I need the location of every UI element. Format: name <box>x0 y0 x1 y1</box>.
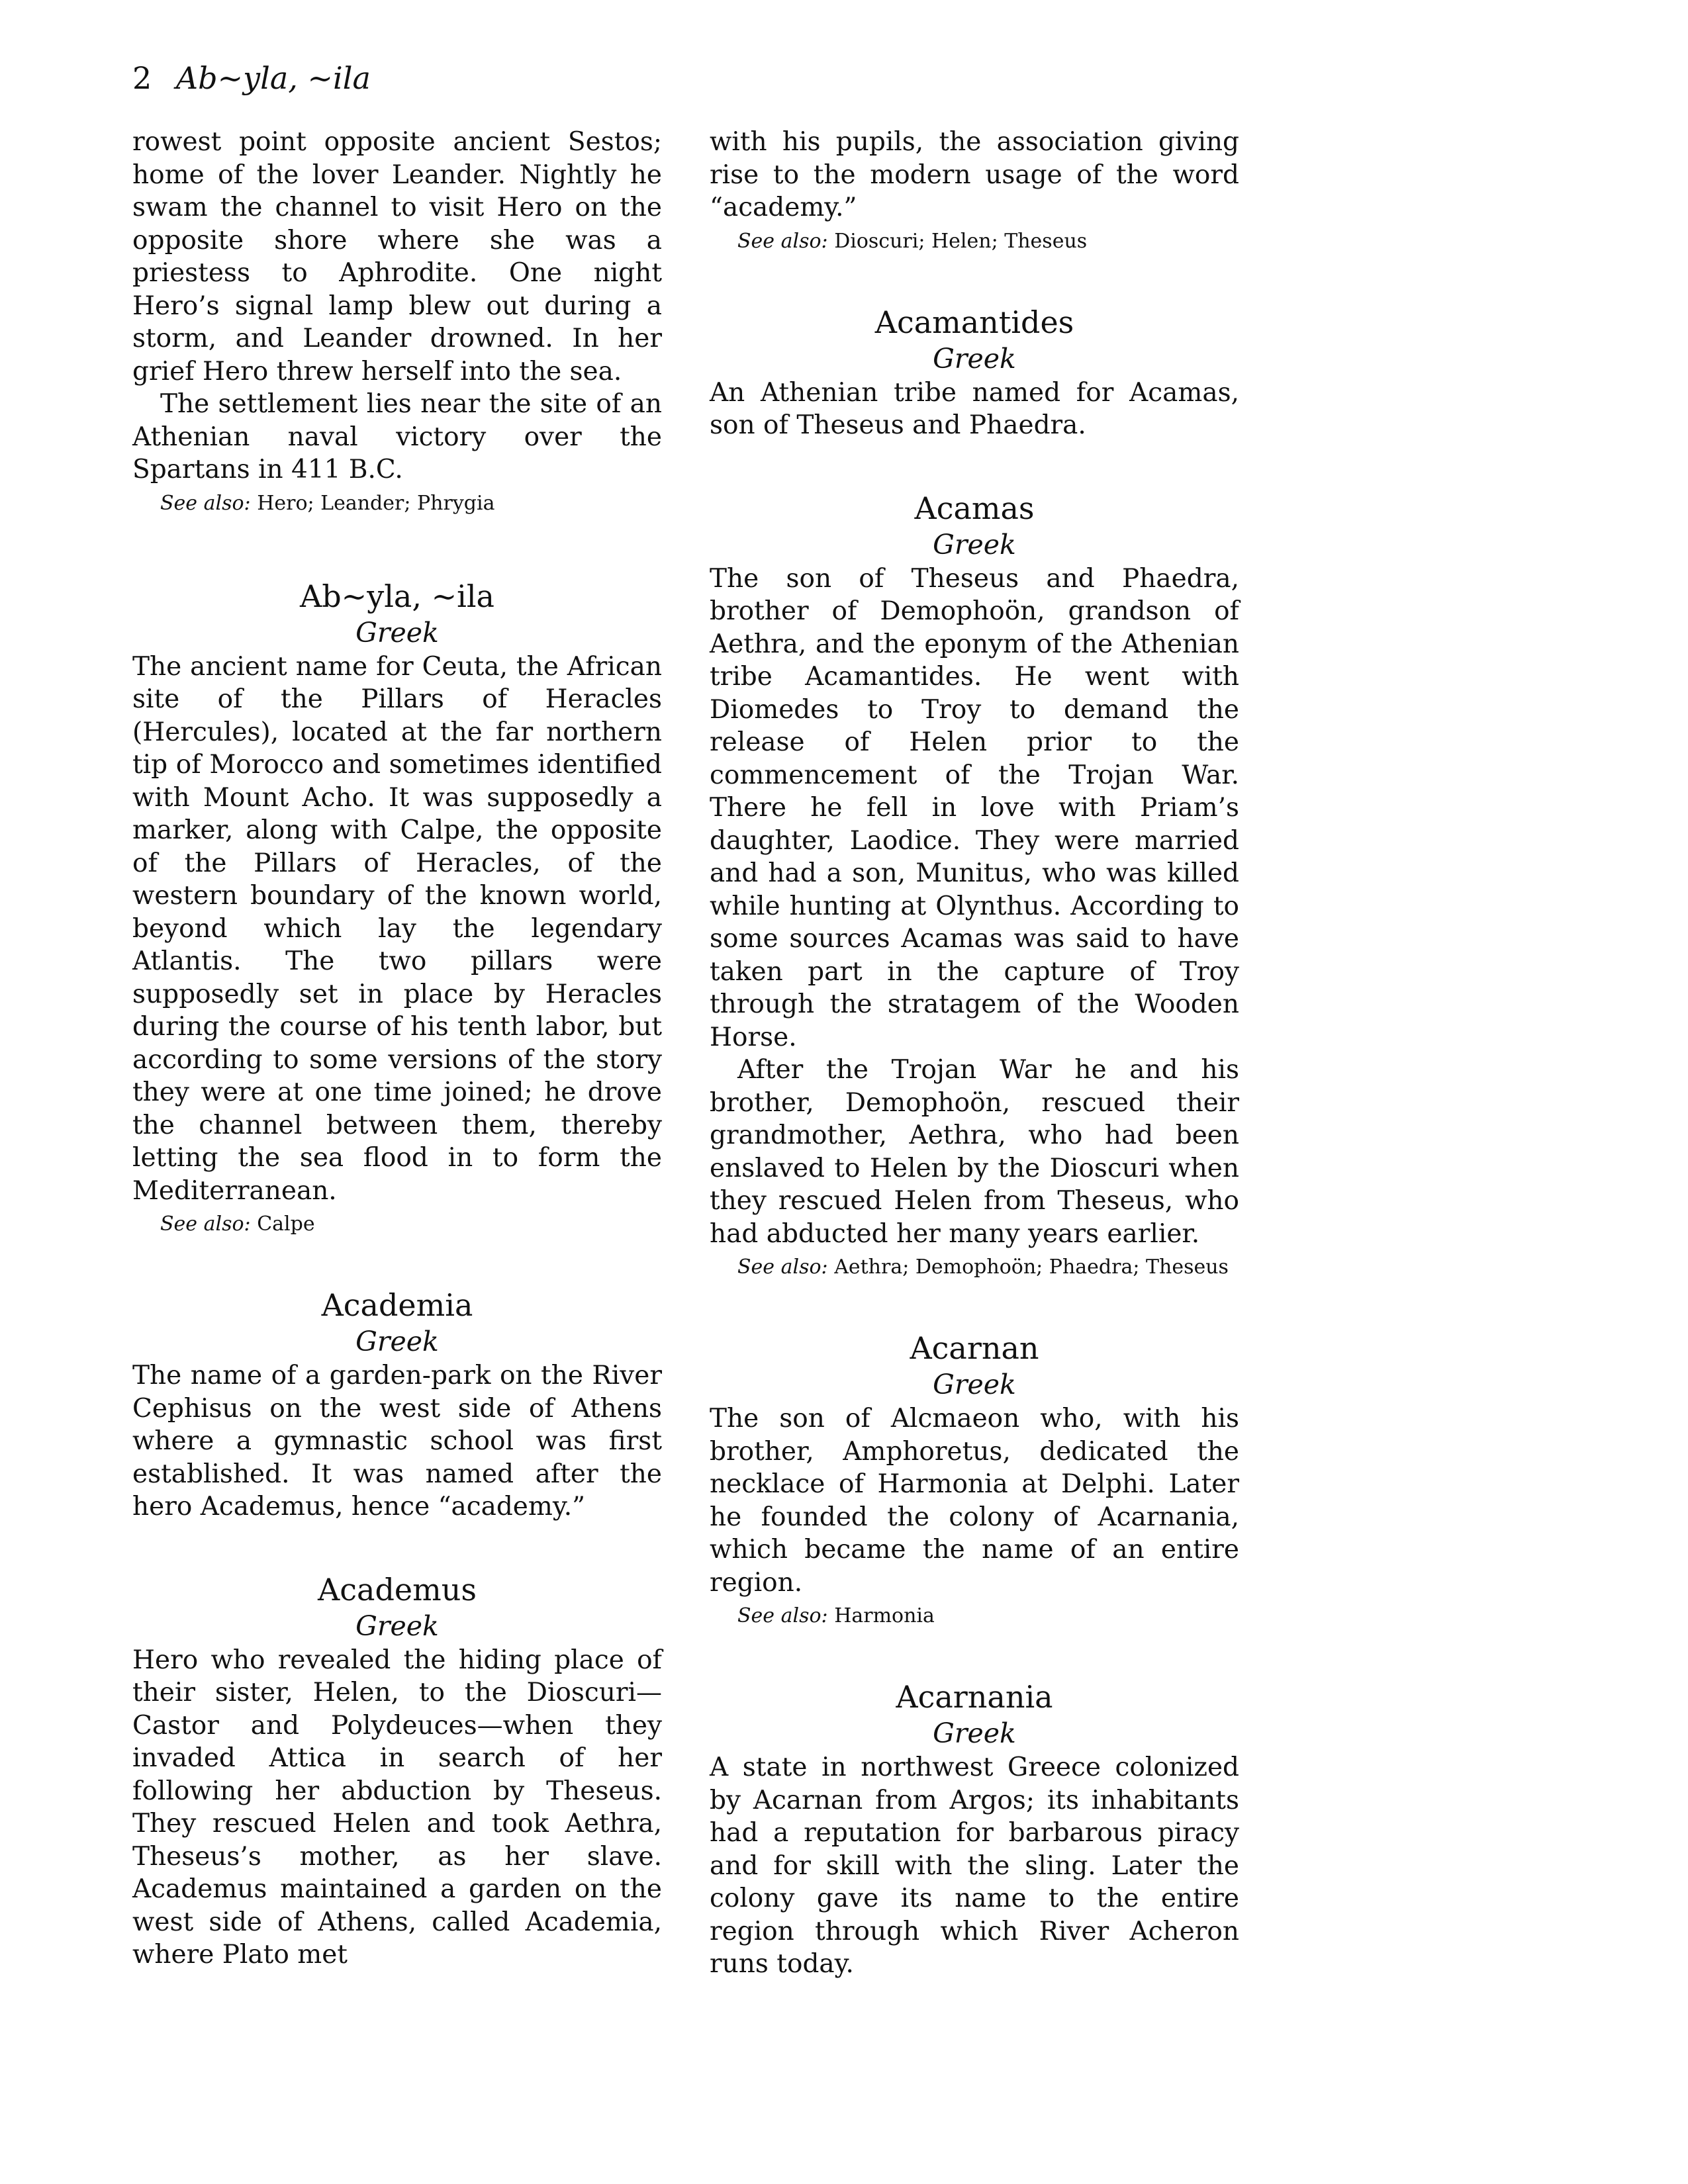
right-column <box>710 126 1239 1981</box>
continuation-paragraph: rowest point opposite ancient Sestos; home of the lover Leander. Nightly he swam the channel to visit Hero on the opposite shore where she was a priestess to Aphrodite. One night Hero’s signal lamp blew out during a storm, and Leander drowned. In her grief Hero threw herself into the sea. <box>132 127 662 387</box>
entry-language: Greek <box>933 1717 1016 1749</box>
entry-text: After the Trojan War he and his brother, Demophoön, rescued their grandmother, Aethra, who had been enslaved to Helen by the Dioscuri when they rescued Helen from Theseus, who had abducted her many years earlier. <box>710 1055 1239 1249</box>
entry-text: The ancient name for Ceuta, the African site of the Pillars of Heracles (Hercules), located at the far northern tip of Morocco and sometimes identified with Mount Acho. It was supposedly a marker, along with Calpe, the opposite of the Pillars of Heracles, of the western boundary of the known world, beyond which lay the legendary Atlantis. The two pillars were supposedly set in place by Heracles during the course of his tenth labor, but according to some versions of the story they were at one time joined; he drove the channel between them, thereby letting the sea flood in to form the Mediterranean. <box>132 651 662 1206</box>
entry-language: Greek <box>933 342 1016 375</box>
see-also-refs: Calpe <box>257 1212 315 1236</box>
entry-academus <box>132 1570 662 1972</box>
see-also-refs: Dioscuri; Helen; Theseus <box>834 229 1088 253</box>
entry-text: Hero who revealed the hiding place of their sister, Helen, to the Dioscuri—Castor and Polydeuces—when they invaded Attica in search of her following her abduction by Theseus. They rescued Helen and took Aethra, Theseus’s mother, as her slave. Academus maintained a garden on the west side of Athens, called Academia, where Plato met <box>132 1645 662 1970</box>
entry-acarnania <box>710 1677 1239 1981</box>
entry-abyla <box>132 576 662 1240</box>
entry-language: Greek <box>933 1369 1016 1400</box>
entry-headword: Academia <box>321 1287 473 1323</box>
entry-text: A state in northwest Greece colonized by Acarnan from Argos; its inhabitants had a reputation for barbarous piracy and for skill with the sling. Later the colony gave its name to the entire region through which River Acheron runs today. <box>710 1752 1239 1979</box>
see-also-label: See also: <box>737 229 828 253</box>
see-also-refs: Harmonia <box>834 1604 935 1627</box>
entry-academia <box>132 1285 662 1524</box>
entry-text: The son of Theseus and Phaedra, brother of Demophoön, grandson of Aethra, and the eponym of the Athenian tribe Acamantides. He went with Diomedes to Troy to demand the release of Helen prior to the commencement of the Trojan War. There he fell in love with Priam’s daughter, Laodice. They were married and had a son, Munitus, who was killed while hunting at Olynthus. According to some sources Acamas was said to have taken part in the capture of Troy through the stratagem of the Wooden Horse. <box>710 563 1239 1052</box>
entry-headword: Ab~yla, ~ila <box>300 578 494 614</box>
see-also-refs: Aethra; Demophoön; Phaedra; Theseus <box>834 1255 1229 1279</box>
page-number: 2 <box>132 60 152 96</box>
entry-headword: Academus <box>318 1571 477 1608</box>
see-also-label: See also: <box>160 491 251 515</box>
entry-headword: Acamantides <box>874 304 1074 340</box>
entry-language: Greek <box>933 528 1016 561</box>
entry-language: Greek <box>355 616 439 649</box>
see-also-label: See also: <box>737 1604 828 1627</box>
entry-acarnan <box>710 1328 1239 1631</box>
continuation-paragraph: with his pupils, the association giving rise to the modern usage of the word “academy.” <box>710 127 1239 222</box>
entry-acamas <box>710 488 1239 1283</box>
entry-headword: Acarnan <box>910 1330 1039 1366</box>
see-also-refs: Hero; Leander; Phrygia <box>257 491 495 515</box>
see-also <box>737 1253 1239 1282</box>
entry-headword: Acarnania <box>896 1679 1053 1715</box>
see-also-label: See also: <box>737 1255 828 1279</box>
running-head <box>132 58 371 98</box>
see-also <box>160 1210 662 1239</box>
continuation-paragraph: The settlement lies near the site of an Athenian naval victory over the Spartans in 411 B.C. <box>132 389 662 484</box>
entry-acamantides <box>710 302 1239 442</box>
entry-headword: Acamas <box>914 490 1035 526</box>
see-also-label: See also: <box>160 1212 251 1236</box>
left-column <box>132 126 662 1972</box>
see-also <box>737 227 1239 256</box>
entry-text: The name of a garden-park on the River Cephisus on the west side of Athens where a gymnastic school was first established. It was named after the hero Academus, hence “academy.” <box>132 1361 662 1522</box>
entry-language: Greek <box>355 1610 439 1642</box>
entry-language: Greek <box>355 1326 439 1357</box>
see-also <box>737 1602 1239 1631</box>
see-also <box>160 489 662 518</box>
running-head-title: Ab~yla, ~ila <box>175 60 371 96</box>
entry-text: An Athenian tribe named for Acamas, son of Theseus and Phaedra. <box>710 377 1239 440</box>
entry-text: The son of Alcmaeon who, with his brother, Amphoretus, dedicated the necklace of Harmonia at Delphi. Later he founded the colony of Acarnania, which became the name of an entire region. <box>710 1404 1239 1598</box>
